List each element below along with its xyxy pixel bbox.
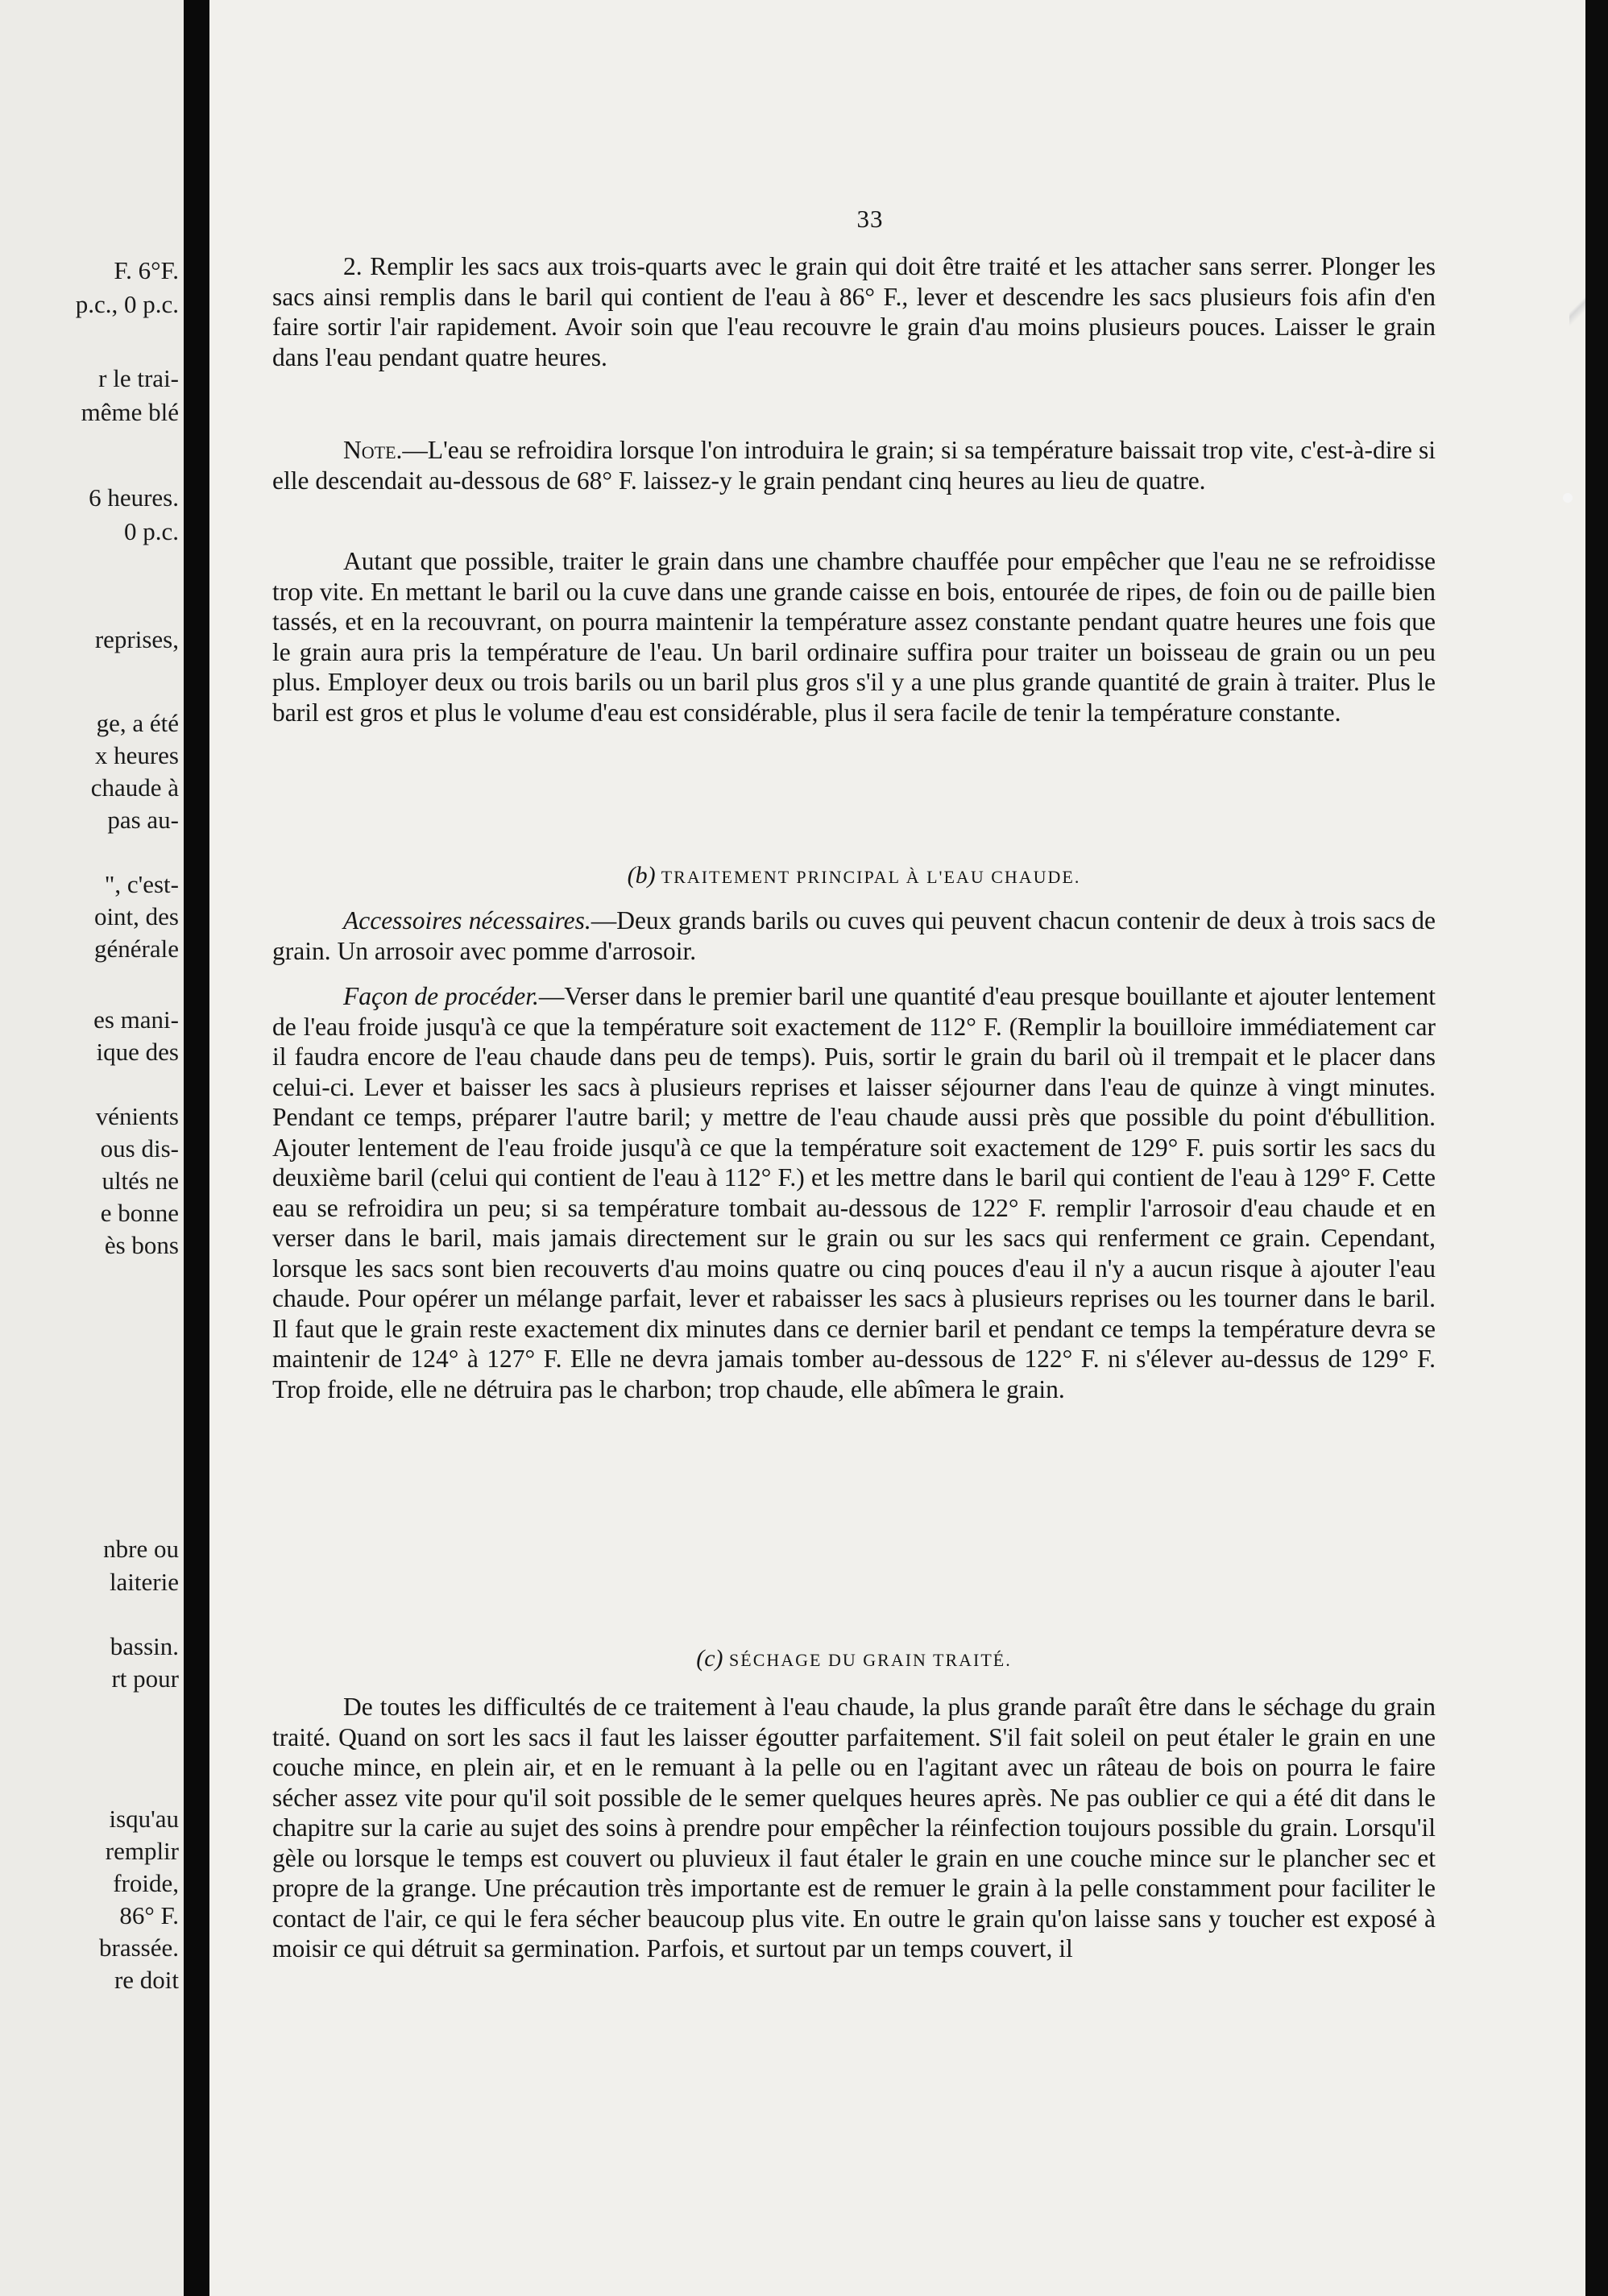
left-page-line: ge, a été — [96, 709, 179, 737]
page-number: 33 — [856, 205, 884, 233]
left-page-line: oint, des — [93, 902, 179, 930]
left-page-line: froide, — [113, 1869, 179, 1897]
left-page-line: rt pour — [111, 1664, 179, 1693]
left-page-line: ique des — [96, 1038, 179, 1066]
heading-text: SÉCHAGE DU GRAIN TRAITÉ. — [729, 1650, 1012, 1670]
paragraph-step-2 — [272, 251, 1436, 372]
paragraph-note — [272, 435, 1436, 495]
paragraph-text: Autant que possible, traiter le grain dans une chambre chauffée pour empêcher que l'eau ne se refroidisse trop vite. En mettant le baril ou la cuve dans une grande caisse en bois, entourée de ripes, de foin ou de paille bien tassés, et en la recouvrant, on pourra maintenir la température assez constante pendant quatre heures une fois que le grain aura pris la température de l'eau. Un baril ordinaire suffira pour traiter un boisseau de grain ou un peu plus. Employer deux ou trois barils ou un baril plus gros s'il y a une plus grande quantité de grain à traiter. Plus le baril est gros et plus le volume d'eau est considérable, plus il sera facile de tenir la température constante. — [272, 547, 1436, 727]
binding-gutter — [184, 0, 209, 2296]
note-text: —L'eau se refroidira lorsque l'on introduira le grain; si sa température baissait trop vite, c'est-à-dire si elle descendait au-dessous de 68° F. laissez-y le grain pendant cinq heures au lieu de quatre. — [272, 436, 1436, 495]
left-page-line: reprises, — [94, 625, 179, 653]
heading-letter: (b) — [627, 862, 656, 889]
procedure-paragraph — [272, 981, 1436, 1404]
left-page-line: ultés ne — [102, 1167, 179, 1195]
paragraph-text: De toutes les difficultés de ce traitement à l'eau chaude, la plus grande paraît être dans le séchage du grain traité. Quand on sort les sacs il faut les laisser égoutter parfaitement. S'il fait soleil on peut étaler le grain en une couche mince, en plein air, et en le remuant à la pelle ou en l'agitant avec un râteau de bois on pourra le faire sécher assez vite pour qu'il soit possible de le semer quelques heures après. Ne pas oublier ce qui a été dit dans le chapitre sur la carie au sujet des soins à prendre pour empêcher la réinfection toujours possible du grain. Lorsqu'il gèle ou lorsque le temps est couvert ou pluvieux il faut étaler le grain en une couche mince sur le plancher sec et propre de la grange. Une précaution très importante est de remuer le grain à la pelle constamment pour faciliter le contact de l'air, ce qui le fera sécher beaucoup plus vite. En outre le grain qu'on laisse sans y toucher est exposé à moisir ce qui détruit sa germination. Parfois, et surtout par un temps couvert, il — [272, 1693, 1436, 1962]
procedure-label: Façon de procéder. — [343, 982, 539, 1010]
accessories-paragraph — [272, 906, 1436, 966]
left-page-line: pas au- — [107, 806, 179, 834]
heading-letter: (c) — [696, 1645, 723, 1672]
left-page-line: 0 p.c. — [123, 517, 179, 545]
paragraph-procedure — [272, 981, 1436, 1404]
left-page-line: p.c., 0 p.c. — [75, 290, 179, 318]
accessories-text: —Deux grands barils ou cuves qui peuvent chacun contenir de deux à trois sacs de grain. Un arrosoir avec pomme d'arrosoir. — [272, 906, 1436, 965]
note-paragraph — [272, 435, 1436, 495]
left-page-line: bassin. — [110, 1632, 179, 1660]
paragraph-chamber — [272, 546, 1436, 727]
left-page-line: ès bons — [104, 1231, 179, 1259]
paragraph-text: 2. Remplir les sacs aux trois-quarts avec le grain qui doit être traité et les attacher sans serrer. Plonger les sacs ainsi remplis dans le baril qui contient de l'eau à 86° F., lever et descendre les sacs plusieurs fois afin d'en faire sortir l'air rapidement. Avoir soin que l'eau recouvre le grain d'au moins plusieurs pouces. Laisser le grain dans l'eau pendant quatre heures. — [272, 252, 1436, 371]
left-page-line: ous dis- — [100, 1134, 179, 1163]
left-page-line: isqu'au — [109, 1805, 179, 1833]
left-page-line: r le trai- — [98, 364, 179, 392]
left-page-line: brassée. — [99, 1933, 179, 1962]
edge-artifact — [1569, 274, 1585, 354]
accessories-label: Accessoires nécessaires. — [343, 906, 591, 935]
heading-text: TRAITEMENT PRINCIPAL À L'EAU CHAUDE. — [661, 867, 1081, 887]
page-edge — [1585, 0, 1608, 2296]
section-heading-b — [272, 862, 1436, 889]
left-page-line: ", c'est- — [104, 870, 179, 898]
section-heading-c — [272, 1645, 1436, 1672]
previous-page-strip — [0, 0, 184, 2296]
left-page-line: re doit — [114, 1966, 179, 1994]
note-label: Note. — [343, 436, 403, 464]
left-page-line: laiterie — [109, 1568, 179, 1596]
left-page-line: générale — [94, 935, 179, 963]
left-page-line: e bonne — [100, 1199, 179, 1227]
edge-dot — [1563, 493, 1573, 503]
left-page-line: nbre ou — [103, 1535, 179, 1563]
left-page-line: vénients — [95, 1102, 179, 1130]
left-page-line: chaude à — [90, 773, 179, 802]
left-page-line: es mani- — [93, 1005, 179, 1034]
procedure-text: —Verser dans le premier baril une quantité d'eau presque bouillante et ajouter lentement de l'eau froide jusqu'à ce que la température soit exactement de 112° F. (Remplir la bouilloire immédiatement car il faudra encore de l'eau chaude dans peu de temps). Puis, sortir le grain du baril où il trempait et le placer dans celui-ci. Lever et baisser les sacs à plusieurs reprises et laisser séjourner dans l'eau de quinze à vingt minutes. Pendant ce temps, préparer l'autre baril; y mettre de l'eau chaude aussi près que possible du point d'ébullition. Ajouter lentement de l'eau froide jusqu'à ce que la température soit exactement de 129° F. puis sortir les sacs du deuxième baril (celui qui contient de l'eau à 112° F.) et les mettre dans le baril qui contient de l'eau à 129° F. Cette eau se refroidira un peu; si sa température tombait au-dessous de 122° F. remplir l'arrosoir d'eau chaude et en verser dans le baril, mais jamais directement sur le grain ou sur les sacs qui renferment ce grain. Cependant, lorsque les sacs sont bien recouverts d'au moins quatre ou cinq pouces d'eau il n'y a aucun risque à ajouter l'eau chaude. Pour opérer un mélange parfait, lever et rabaisser les sacs à plusieurs reprises ou les tourner dans le baril. Il faut que le grain reste exactement dix minutes dans ce dernier baril et pendant ce temps la température devra se maintenir de 124° à 127° F. Elle ne devra jamais tomber au-dessous de 122° F. ni s'élever au-dessus de 129° F. Trop froide, elle ne détruira pas le charbon; trop chaude, elle abîmera le grain. — [272, 982, 1436, 1403]
paragraph-accessories — [272, 906, 1436, 966]
left-page-line: 6 heures. — [89, 483, 179, 512]
paragraph-drying — [272, 1692, 1436, 1964]
left-page-line: 86° F. — [119, 1901, 179, 1929]
left-page-line: remplir — [105, 1837, 179, 1865]
left-page-line: x heures — [94, 741, 179, 769]
left-page-line: même blé — [81, 398, 179, 426]
left-page-line: F. 6°F. — [114, 256, 179, 284]
